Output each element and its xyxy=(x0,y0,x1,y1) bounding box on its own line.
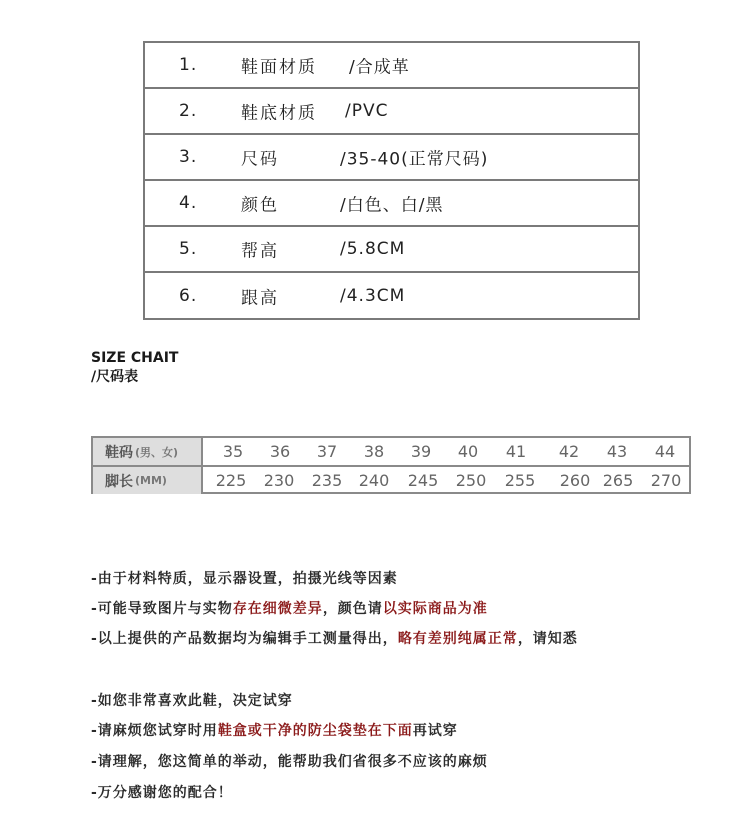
size-row-header-label: 脚长 xyxy=(105,473,133,490)
note-line xyxy=(91,782,233,802)
note-line xyxy=(91,628,578,648)
spec-value: /合成革 xyxy=(349,57,410,78)
size-chart-title xyxy=(91,349,178,387)
spec-label: 尺码 xyxy=(241,149,279,170)
size-cell: 265 xyxy=(602,471,634,490)
note-highlight: 鞋盒或干净的防尘袋垫在下面 xyxy=(217,723,413,739)
spec-label: 帮高 xyxy=(241,241,279,262)
note-highlight: 以实际商品为准 xyxy=(382,601,488,617)
note-text: -万分感谢您的配合！ xyxy=(91,785,233,801)
note-text: ，颜色请 xyxy=(322,601,383,617)
size-cell: 240 xyxy=(358,471,390,490)
spec-value: /5.8CM xyxy=(340,239,406,259)
size-row-header-sub: (MM) xyxy=(135,474,167,487)
size-cell: 36 xyxy=(269,442,291,461)
spec-row xyxy=(145,89,638,135)
size-cell: 245 xyxy=(407,471,439,490)
spec-table xyxy=(143,41,640,320)
spec-number: 4. xyxy=(179,193,198,213)
note-line xyxy=(91,568,398,588)
spec-label: 颜色 xyxy=(241,195,279,216)
size-cell: 37 xyxy=(316,442,338,461)
spec-value: /35-40(正常尺码) xyxy=(340,149,489,170)
spec-value: /PVC xyxy=(345,101,389,121)
spec-row xyxy=(145,135,638,181)
size-cell: 44 xyxy=(654,442,676,461)
note-line xyxy=(91,720,458,740)
size-cell: 38 xyxy=(363,442,385,461)
size-cell: 230 xyxy=(263,471,295,490)
spec-number: 2. xyxy=(179,101,198,121)
size-chart-title-en: SIZE CHAIT xyxy=(91,350,179,366)
size-cell: 270 xyxy=(650,471,682,490)
size-cell: 225 xyxy=(215,471,247,490)
size-row-header xyxy=(93,467,203,494)
size-cell: 250 xyxy=(455,471,487,490)
spec-row xyxy=(145,43,638,89)
note-text: -可能导致图片与实物 xyxy=(91,601,233,617)
note-line xyxy=(91,690,293,710)
spec-value: /4.3CM xyxy=(340,285,406,306)
note-highlight: 略有差别纯属正常 xyxy=(397,631,518,647)
note-text: -请麻烦您试穿时用 xyxy=(91,723,218,739)
spec-row xyxy=(145,181,638,227)
note-line xyxy=(91,751,488,771)
spec-label: 鞋面材质 xyxy=(241,57,317,78)
note-text: 再试穿 xyxy=(412,723,458,739)
spec-number: 3. xyxy=(179,147,198,167)
size-row-foot-length xyxy=(93,467,689,494)
note-line xyxy=(91,598,488,618)
note-text: -以上提供的产品数据均为编辑手工测量得出， xyxy=(91,631,398,647)
size-cell: 255 xyxy=(504,471,536,490)
size-row-header xyxy=(93,438,203,465)
spec-value: /白色、白/黑 xyxy=(340,195,444,216)
spec-label: 跟高 xyxy=(241,288,279,308)
spec-number: 5. xyxy=(179,239,198,259)
spec-number: 1. xyxy=(179,55,198,75)
spec-row xyxy=(145,227,638,273)
size-cell: 235 xyxy=(311,471,343,490)
note-text: -由于材料特质，显示器设置，拍摄光线等因素 xyxy=(91,571,398,587)
note-text: -如您非常喜欢此鞋，决定试穿 xyxy=(91,693,293,709)
size-row-shoe-size xyxy=(93,438,689,467)
size-row-header-label: 鞋码 xyxy=(105,444,133,461)
spec-label: 鞋底材质 xyxy=(241,103,317,124)
size-cell: 35 xyxy=(222,442,244,461)
size-cell: 43 xyxy=(606,442,628,461)
spec-number: 6. xyxy=(179,285,198,306)
note-highlight: 存在细微差异 xyxy=(232,601,323,617)
size-cell: 42 xyxy=(558,442,580,461)
size-chart-title-cn: /尺码表 xyxy=(91,369,139,385)
note-text: ，请知悉 xyxy=(517,631,578,647)
size-row-header-sub: (男、女) xyxy=(135,445,179,459)
size-cell: 260 xyxy=(559,471,591,490)
spec-row xyxy=(145,273,638,318)
size-table xyxy=(91,436,691,494)
size-cell: 40 xyxy=(457,442,479,461)
size-cell: 39 xyxy=(410,442,432,461)
size-cell: 41 xyxy=(505,442,527,461)
note-text: -请理解，您这简单的举动，能帮助我们省很多不应该的麻烦 xyxy=(91,754,488,770)
